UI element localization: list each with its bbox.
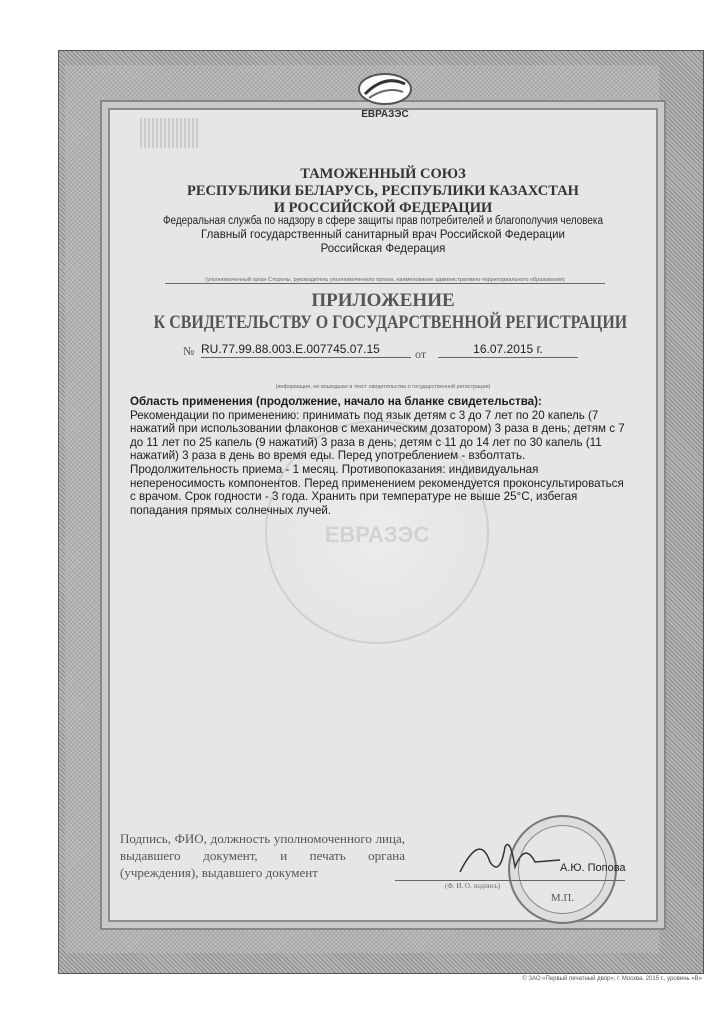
body-heading: Область применения (продолжение, начало на бланке свидетельства): <box>130 395 542 408</box>
evrazes-logo <box>335 72 435 124</box>
registration-date: 16.07.2015 г. <box>438 342 578 358</box>
printer-info: © ЗАО «Первый печатный двор», г. Москва, 2015 г., уровень «В» <box>522 976 702 982</box>
header-line-1: ТАМОЖЕННЫЙ СОЮЗ <box>300 166 466 182</box>
authority-caption: (уполномоченный орган Стороны, руководитель уполномоченного органа, наименование административно-территориального образования) <box>165 277 605 284</box>
watermark-text: ЕВРАЗЭС <box>324 522 430 547</box>
org-line-2: Главный государственный санитарный врач Российской Федерации <box>201 229 565 241</box>
signature-line <box>395 880 625 881</box>
signature-scribble <box>455 832 565 882</box>
body-text: Рекомендации по применению: принимать под язык детям с 3 до 7 лет по 20 капель (7 нажатий при использовании флаконов с механическим дозатором) 3 раза в день; детям с 7 до 11 лет по 25 капель (9 нажатий) 3 раза в день; детям с 11 до 14 лет по 30 капель (11 нажатий) 3 раза в день во время еды. Перед употреблением - взболтать. Продолжительность приема - 1 месяц. Противопоказания: индивидуальная непереносимость компонентов. Перед применением рекомендуется проконсультироваться с врачом. Срок годности - 3 года. Хранить при температуре не выше 25°С, избегая попадания прямых солнечных лучей. <box>130 408 625 517</box>
number-label: № <box>183 344 195 358</box>
hologram <box>140 118 200 148</box>
date-label: от <box>415 347 427 361</box>
stamp-mp: М.П. <box>550 892 575 904</box>
registration-number: RU.77.99.88.003.E.007745.07.15 <box>201 342 411 358</box>
org-line-3: Российская Федерация <box>320 243 446 255</box>
info-caption: (информация, не вошедшая в текст свидетельства о государственной регистрации) <box>275 384 491 390</box>
signatory-name: А.Ю. Попова <box>560 862 626 874</box>
signature-caption: (Ф. И. О. подпись) <box>445 882 501 890</box>
signature-label: Подпись, ФИО, должность уполномоченного лица, выдавшего документ, и печать органа (учреждения), выдавшего документ <box>120 831 405 880</box>
title-line-1: ПРИЛОЖЕНИЕ <box>311 290 455 311</box>
header-line-2: РЕСПУБЛИКИ БЕЛАРУСЬ, РЕСПУБЛИКИ КАЗАХСТАН <box>187 183 579 199</box>
logo-text: ЕВРАЗЭС <box>361 109 409 120</box>
title-line-2: К СВИДЕТЕЛЬСТВУ О ГОСУДАРСТВЕННОЙ РЕГИСТРАЦИИ <box>153 312 628 333</box>
header-line-3: И РОССИЙСКОЙ ФЕДЕРАЦИИ <box>273 200 493 216</box>
org-line-1: Федеральная служба по надзору в сфере защиты прав потребителей и благополучия человека <box>163 215 603 227</box>
